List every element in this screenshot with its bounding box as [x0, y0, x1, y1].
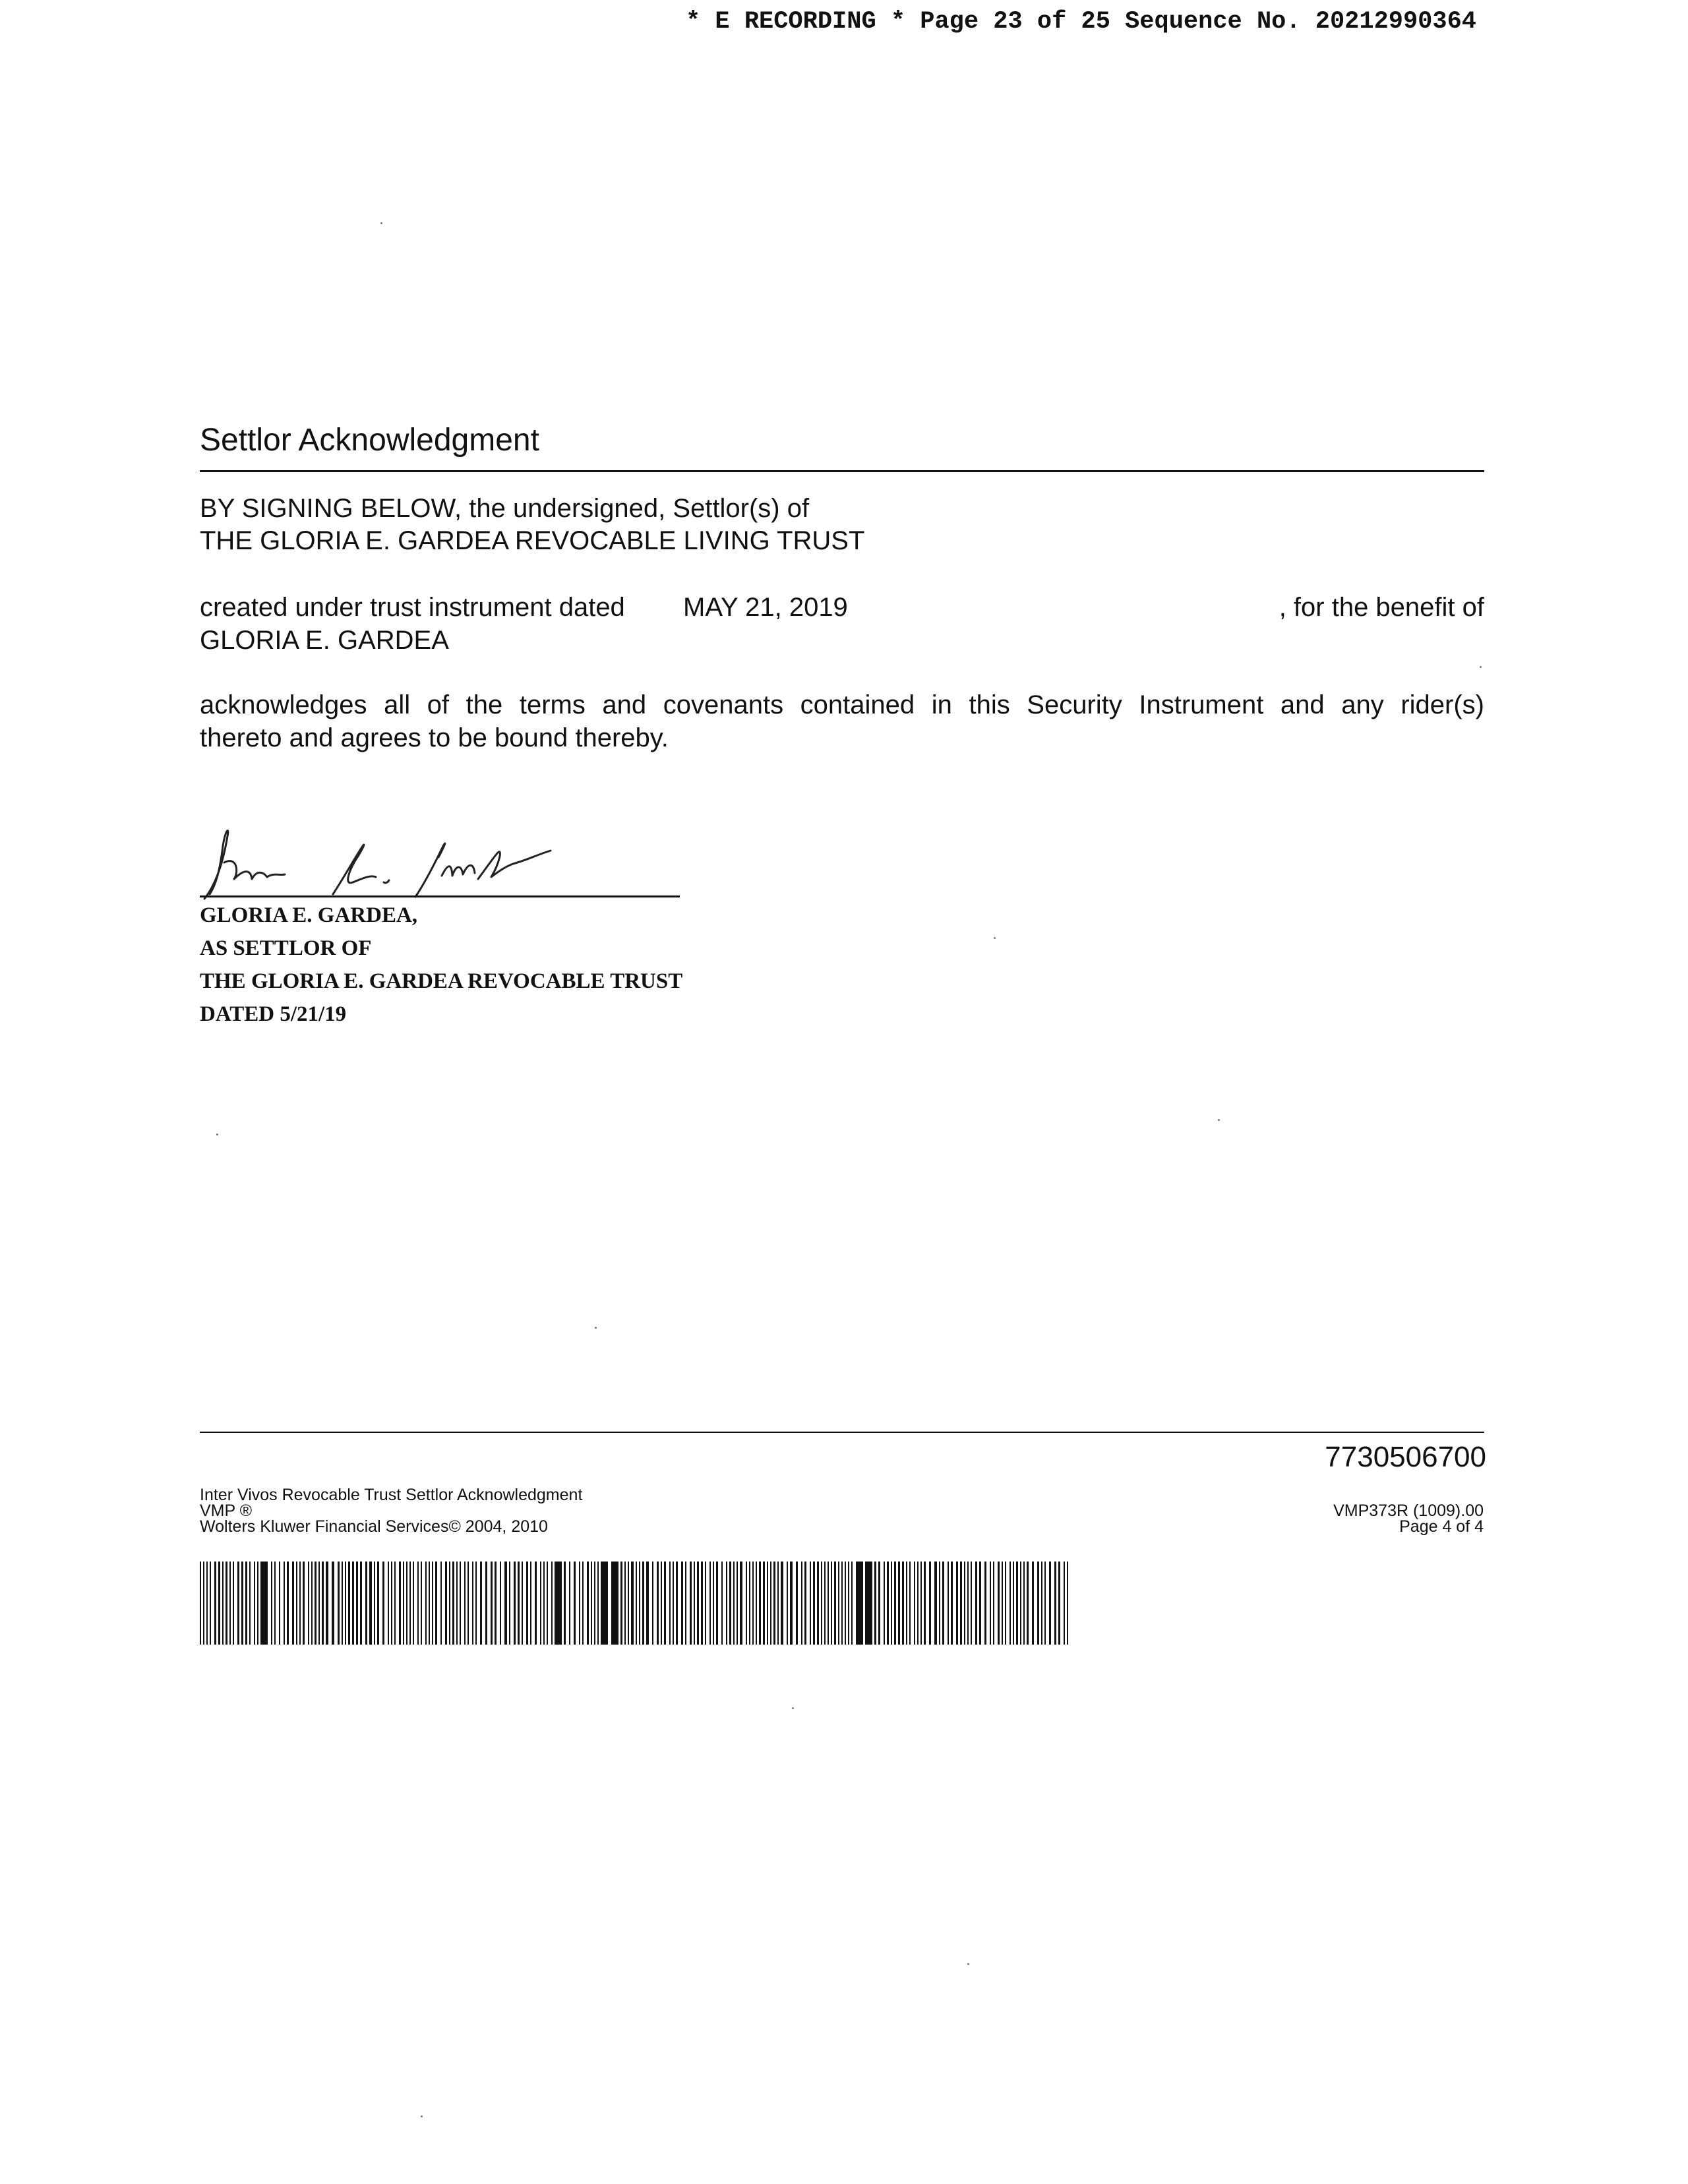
scan-speck	[1480, 666, 1482, 668]
signer-trust-date: DATED 5/21/19	[200, 1002, 347, 1026]
title-rule	[200, 470, 1484, 472]
scan-speck	[380, 222, 382, 224]
scan-speck	[216, 1134, 218, 1136]
acknowledgment-line-2: thereto and agrees to be bound thereby.	[200, 723, 669, 752]
beneficiary-name: GLORIA E. GARDEA	[200, 626, 449, 655]
barcode-icon	[200, 1562, 1071, 1645]
scan-speck	[967, 1963, 969, 1965]
scan-speck	[421, 2115, 423, 2117]
footer-page: Page 4 of 4	[1399, 1517, 1484, 1536]
loan-number: 7730506700	[1325, 1441, 1486, 1473]
benefit-label: , for the benefit of	[1279, 593, 1484, 622]
scan-speck	[1218, 1119, 1220, 1121]
signature-line	[200, 895, 680, 897]
signer-capacity: AS SETTLOR OF	[200, 936, 372, 960]
signer-name: GLORIA E. GARDEA,	[200, 903, 418, 927]
form-title: Settlor Acknowledgment	[200, 423, 539, 458]
trust-name: THE GLORIA E. GARDEA REVOCABLE LIVING TRUST	[200, 526, 865, 555]
footer-rule	[200, 1432, 1484, 1433]
footer-vmp: VMP ®	[200, 1502, 253, 1520]
scan-speck	[994, 937, 996, 939]
created-label: created under trust instrument dated	[200, 593, 625, 622]
footer-form-name: Inter Vivos Revocable Trust Settlor Acknowledgment	[200, 1486, 583, 1504]
intro-line: BY SIGNING BELOW, the undersigned, Settlor(s) of	[200, 494, 810, 523]
acknowledgment-line-1: acknowledges all of the terms and covenants contained in this Security Instrument and any rider(s)	[200, 690, 1484, 719]
footer-form-code: VMP373R (1009).00	[1333, 1502, 1484, 1520]
scan-speck	[792, 1707, 794, 1709]
scan-speck	[595, 1327, 597, 1329]
recording-stamp: * E RECORDING * Page 23 of 25 Sequence No. 20212990364	[686, 8, 1476, 36]
signature-icon	[198, 816, 554, 902]
signer-trust: THE GLORIA E. GARDEA REVOCABLE TRUST	[200, 969, 683, 993]
footer-publisher: Wolters Kluwer Financial Services© 2004, 2010	[200, 1517, 548, 1536]
trust-date: MAY 21, 2019	[683, 593, 848, 622]
